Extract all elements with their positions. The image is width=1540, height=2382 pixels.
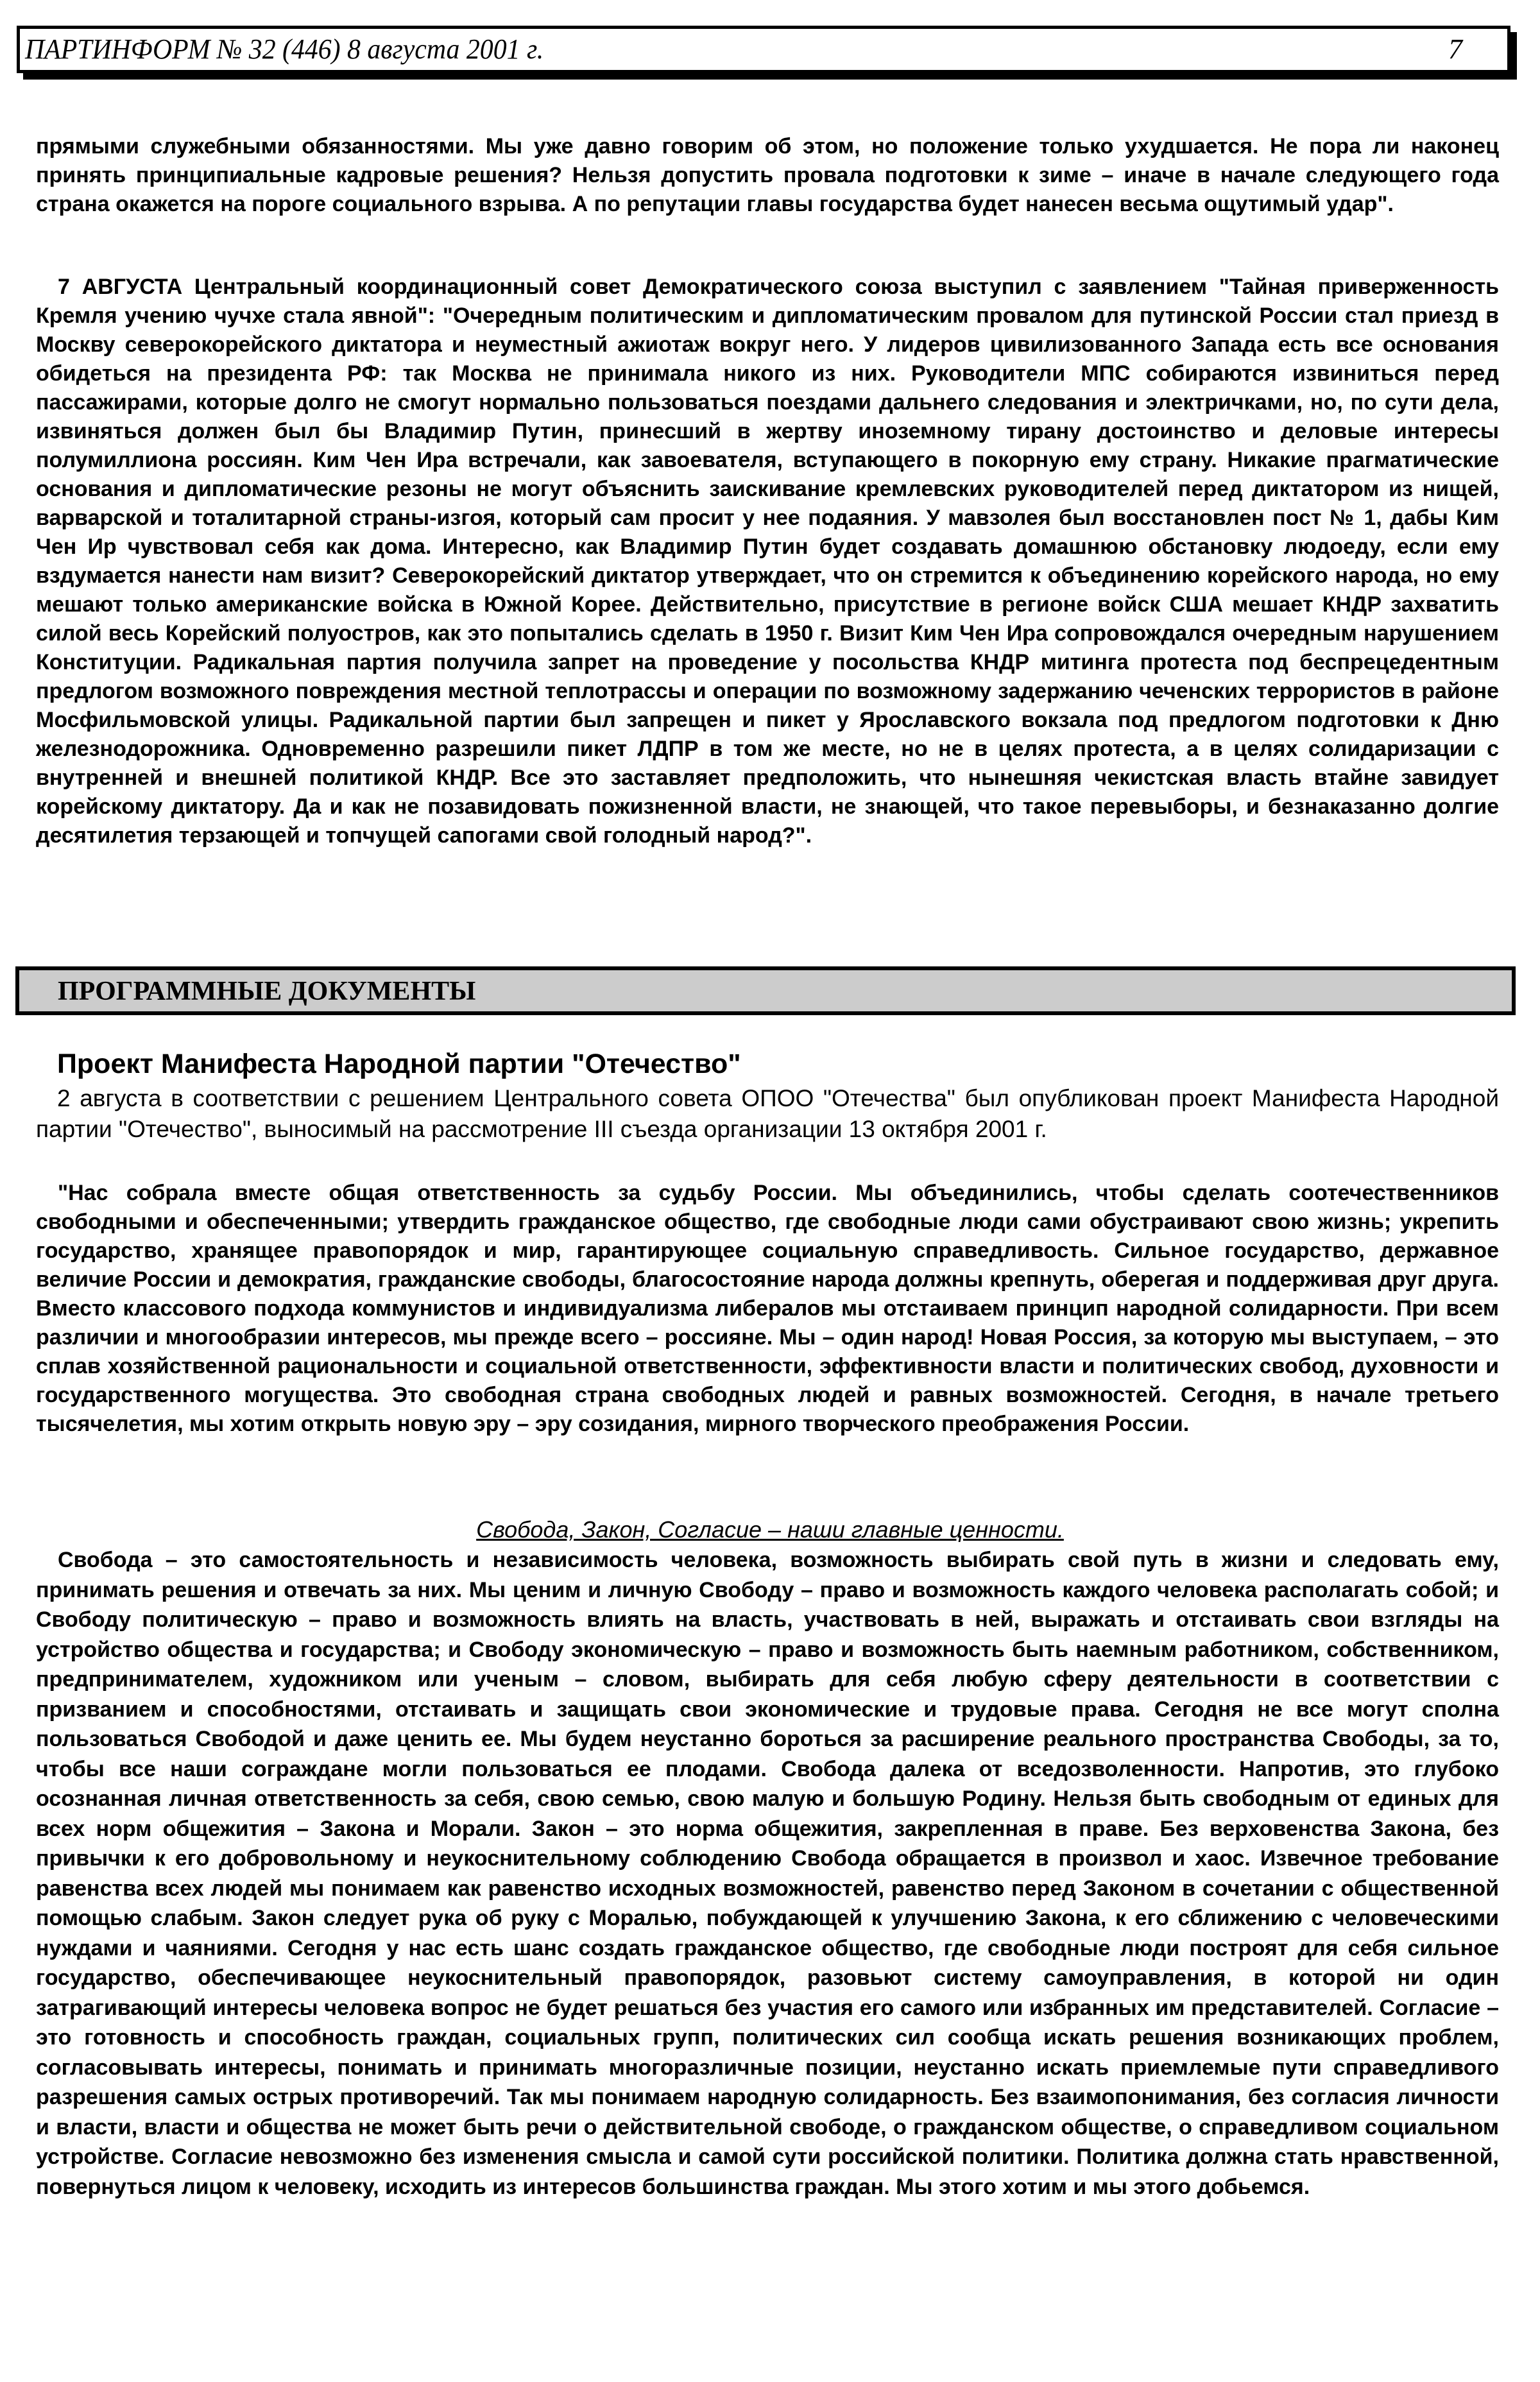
article-intro: 2 августа в соответствии с решением Центрального совета ОПОО "Отечества" был опубликован проект Манифеста Народной партии "Отечество", выносимый на рассмотрение III съезда организации 13 октября 2001 г.: [36, 1085, 1499, 1142]
paragraph-august-7: 7 АВГУСТА Центральный координационный совет Демократического союза выступил с заявлением "Тайная приверженность Кремля учению чучхе стала явной": "Очередным политическим и дипломатическим провалом для путинской России стал приезд в Москву северокорейского диктатора и неуместный ажиотаж вокруг него. У лидеров цивилизованного Запада есть все основания обидеться на президента РФ: так Москва не принимала никого из них. Руководители МПС собираются извиниться перед пассажирами, которые долго не смогут нормально пользоваться поездами дальнего следования и электричками, но, по сути дела, извиняться должен был бы Владимир Путин, принесший в жертву иноземному тирану достоинство и деловые интересы полумиллиона россиян. Ким Чен Ира встречали, как завоевателя, вступающего в покорную ему страну. Никакие прагматические основания и дипломатические резоны не могут объяснить заискивание кремлевских руководителей перед диктатором из нищей, варварской и тоталитарной страны-изгоя, который сам просит у нее подаяния. У мавзолея был восстановлен пост № 1, дабы Ким Чен Ир чувствовал себя как дома. Интересно, как Владимир Путин будет создавать домашнюю обстановку людоеду, если ему вздумается нанести нам визит? Северокорейский диктатор утверждает, что он стремится к объединению корейского народа, но ему мешают только американские войска в Южной Корее. Действительно, присутствие в регионе войск США мешает КНДР захватить силой весь Корейский полуостров, как это попытались сделать в 1950 г. Визит Ким Чен Ира сопровождался очередным нарушением Конституции. Радикальная партия получила запрет на проведение у посольства КНДР митинга протеста под беспрецедентным предлогом возможного повреждения местной теплотрассы и операции по возможному задержанию чеченских террористов в районе Мосфильмовской улицы. Радикальной партии был запрещен и пикет у Ярославского вокзала под предлогом подготовки к Дню железнодорожника. Одновременно разрешили пикет ЛДПР в том же месте, но не в целях протеста, а в целях солидаризации с внутренней и внешней политикой КНДР. Все это заставляет предположить, что нынешняя чекистская власть втайне завидует корейскому диктатору. Да и как не позавидовать пожизненной власти, не знающей, что такое перевыборы, и безнаказанно долгие десятилетия терзающей и топчущей сапогами свой голодный народ?".: [36, 275, 1499, 848]
manifesto-subheading: Свобода, Закон, Согласие – наши главные ценности.: [476, 1516, 1064, 1543]
page-header: [17, 26, 1510, 73]
article-title: Проект Манифеста Народной партии "Отечество": [57, 1049, 741, 1079]
manifesto-body: Свобода – это самостоятельность и независимость человека, возможность выбирать свой путь в жизни и следовать ему, принимать решения и отвечать за них. Мы ценим и личную Свободу – право и возможность каждого человека располагать собой; и Свободу политическую – право и возможность влиять на власть, участвовать в ней, выражать и отстаивать свои взгляды на устройство общества и государства; и Свободу экономическую – право и возможность быть наемным работником, собственником, предпринимателем, художником или ученым – словом, выбирать для себя любую сферу деятельности в соответствии с призванием и способностями, отстаивать и защищать свои экономические и трудовые права. Сегодня не все могут сполна пользоваться Свободой и даже ценить ее. Мы будем неустанно бороться за расширение реального пространства Свободы, за то, чтобы все наши сограждане могли пользоваться ее плодами. Свобода далека от вседозволенности. Напротив, это глубоко осознанная личная ответственность за себя, свою семью, свою малую и большую Родину. Нельзя быть свободным от единых для всех норм общежития – Закона и Морали. Закон – это норма общежития, закрепленная в праве. Без верховенства Закона, без привычки к его добровольному и неукоснительному соблюдению Свобода обращается в произвол и хаос. Извечное требование равенства всех людей мы понимаем как равенство исходных возможностей, равенство перед Законом в сочетании с общественной помощью слабым. Закон следует рука об руку с Моралью, побуждающей к улучшению Закона, к его сближению с человеческими нуждами и чаяниями. Сегодня у нас есть шанс создать гражданское общество, где свободные люди построят для себя сильное государство, обеспечивающее неукоснительный правопорядок, разовьют систему самоуправления, в которой ни один затрагивающий интересы человека вопрос не будет решаться без участия его самого или избранных им представителей. Согласие – это готовность и способность граждан, социальных групп, политических сил сообща искать решения возникающих проблем, согласовывать интересы, понимать и принимать многоразличные позиции, неустанно искать приемлемые пути справедливого разрешения самых острых противоречий. Так мы понимаем народную солидарность. Без взаимопонимания, без согласия личности и власти, власти и общества не может быть речи о действительной свободе, о гражданском обществе, о справедливом социальном устройстве. Согласие невозможно без изменения смысла и самой сути российской политики. Политика должна стать нравственной, повернуться лицом к человеку, исходить из интересов большинства граждан. Мы этого хотим и мы этого добьемся.: [36, 1548, 1499, 2199]
manifesto-quote: "Нас собрала вместе общая ответственность за судьбу России. Мы объединились, чтобы сделать соотечественников свободными и обеспеченными; утвердить гражданское общество, где свободные люди сами обустраивают свою жизнь; укрепить государство, хранящее правопорядок и мир, гарантирующее социальную справедливость. Сильное государство, державное величие России и демократия, гражданские свободы, благосостояние народа должны крепнуть, оберегая и поддерживая друг друга. Вместо классового подхода коммунистов и индивидуализма либералов мы отстаиваем принцип народной солидарности. При всем различии и многообразии интересов, мы прежде всего – россияне. Мы – один народ! Новая Россия, за которую мы выступаем, – это сплав хозяйственной рациональности и социальной ответственности, эффективности власти и политических свобод, духовности и государственного могущества. Это свободная страна свободных людей и равных возможностей. Сегодня, в начале третьего тысячелетия, мы хотим открыть новую эру – эру созидания, мирного творческого преображения России.: [36, 1181, 1499, 1436]
paragraph-continued: прямыми служебными обязанностями. Мы уже давно говорим об этом, но положение только ухудшается. Не пора ли наконец принять принципиальные кадровые решения? Нельзя допустить провала подготовки к зиме – иначе в начале следующего года страна окажется на пороге социального взрыва. А по репутации главы государства будет нанесен весьма ощутимый удар".: [36, 134, 1499, 216]
section-header: [15, 966, 1516, 1015]
publication-title: ПАРТИНФОРМ № 32 (446) 8 августа 2001 г.: [25, 33, 544, 65]
section-heading: ПРОГРАММНЫЕ ДОКУМЕНТЫ: [58, 977, 476, 1006]
page-number: 7: [1448, 33, 1462, 65]
